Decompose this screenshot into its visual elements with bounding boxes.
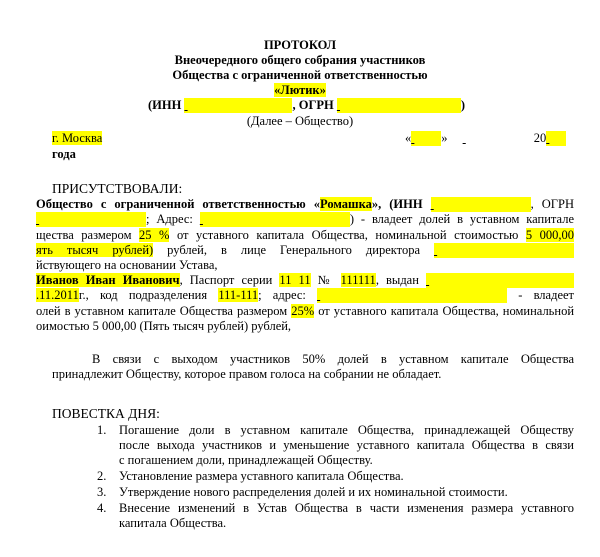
p1-share-size-label: щества размером: [36, 228, 132, 242]
close-paren: ): [460, 98, 466, 112]
date-year-field: [546, 131, 566, 146]
agenda-item-2-line1: Установление размера уставного капитала Общества.: [119, 469, 404, 483]
p2-share-percent: 25%: [291, 304, 315, 318]
p2-owns-text: - владеет: [518, 288, 575, 302]
ogrn-field: [337, 98, 461, 113]
present-p2-line4: оимостью 5 000,00 (Пять тысяч рублей) рублей,: [36, 319, 292, 333]
agenda-item-3-line1: Утверждение нового распределения долей и их номинальной стоимости.: [119, 485, 508, 499]
year-word: года: [52, 147, 76, 161]
inn-field: [184, 98, 292, 113]
p2-code-label: г., код подразделения: [78, 288, 208, 302]
inn-ogrn-line: [148, 98, 465, 113]
p1-sum-words: ять тысяч рублей): [36, 243, 154, 257]
p2-division-code: 111-111: [218, 288, 259, 302]
p2-issued-label: , выдан: [375, 273, 419, 287]
agenda-item-4-line2: капитала Общества.: [119, 516, 227, 530]
doc-title: ПРОТОКОЛ: [263, 38, 337, 52]
note-line2: принадлежит Обществу, которое правом голоса на собрании не обладает.: [52, 367, 442, 381]
inn-label: (ИНН: [148, 98, 182, 112]
date-month-field: [463, 131, 523, 146]
doc-company-name-line: [0, 83, 600, 98]
date-close-quote: »: [441, 131, 448, 145]
p2-passport-series: 11 11: [279, 273, 311, 287]
p1-share-text: ) - владеет долей в уставном капитале: [349, 212, 574, 226]
agenda-item-1-line3: с погашением доли, принадлежащей Обществу.: [119, 453, 373, 467]
agenda-item-4-line1: Внесение изменений в Устав Общества в части изменения размера уставного: [119, 501, 574, 515]
p1-ogrn-field: [36, 212, 146, 227]
present-p1-line5: йствующего на основании Устава,: [36, 258, 218, 272]
agenda-item-2-num: 2.: [97, 469, 107, 483]
p2-issue-date: .11.2011: [36, 288, 79, 302]
doc-aka: (Далее – Общество): [246, 114, 354, 128]
ogrn-label: , ОГРН: [292, 98, 334, 112]
city-line: [52, 131, 102, 146]
company-name: «Лютик»: [274, 83, 326, 97]
p1-share-percent: 25 %: [139, 228, 170, 242]
present-p2-line3: [36, 304, 574, 319]
p1-org-name: Ромашка: [320, 197, 372, 211]
present-p1-line2: [36, 212, 574, 227]
agenda-title: ПОВЕСТКА ДНЯ:: [52, 406, 160, 421]
agenda-item-1-line2: после выхода участников и уменьшение уставного капитала Общества в связи: [119, 438, 574, 452]
agenda-item-4-num: 4.: [97, 501, 107, 515]
p2-issued-field: [426, 273, 574, 288]
p2-person-name: Иванов Иван Иванович: [36, 273, 180, 287]
agenda-item-1-num: 1.: [97, 423, 107, 437]
p1-address-label: ; Адрес:: [146, 212, 193, 226]
p1-ogrn-label: , ОГРН: [530, 197, 575, 211]
city: г. Москва: [52, 131, 103, 145]
p1-director-label: рублей, в лице Генерального директора: [167, 243, 421, 257]
p1-address-field: [200, 212, 350, 227]
p1-director-field: [434, 243, 574, 258]
date-day-field: [411, 131, 441, 146]
p1-nominal-sum: 5 000,00: [525, 228, 575, 242]
present-p1-line1: [36, 197, 574, 212]
present-p2-line2: [36, 288, 574, 303]
doc-subtitle: Внеочередного общего собрания участников: [174, 53, 426, 67]
p2-share-size-label: олей в уставном капитале Общества размером: [36, 304, 288, 318]
date-line: [405, 131, 566, 146]
present-p1-line4: [36, 243, 574, 258]
date-open-quote: «: [405, 131, 412, 145]
p1-inn-label: », (ИНН: [371, 197, 423, 211]
p1-nominal-text: от уставного капитала Общества, номинальной стоимостью: [176, 228, 519, 242]
present-title: ПРИСУТСТВОВАЛИ:: [52, 181, 183, 196]
p2-address-field: [317, 288, 507, 303]
present-p2-line1: [36, 273, 574, 288]
p1-inn-field: [431, 197, 531, 212]
p1-org-type: Общество с ограниченной ответственностью «: [36, 197, 321, 211]
p2-passport-number: 111111: [340, 273, 376, 287]
p2-passport-label: , Паспорт серии: [179, 273, 273, 287]
doc-company-type: Общества с ограниченной ответственностью: [172, 68, 428, 82]
agenda-item-3-num: 3.: [97, 485, 107, 499]
p2-address-label: ; адрес:: [258, 288, 306, 302]
note-line1: В связи с выходом участников 50% долей в уставном капитале Общества: [92, 352, 574, 366]
present-p1-line3: [36, 228, 574, 243]
agenda-item-1-line1: Погашение доли в уставном капитале Общества, принадлежащей Обществу: [119, 423, 574, 437]
p2-nominal-text: от уставного капитала Общества, номинальной: [318, 304, 575, 318]
p2-number-sign: №: [317, 273, 334, 287]
date-year-prefix: 20: [533, 131, 547, 145]
